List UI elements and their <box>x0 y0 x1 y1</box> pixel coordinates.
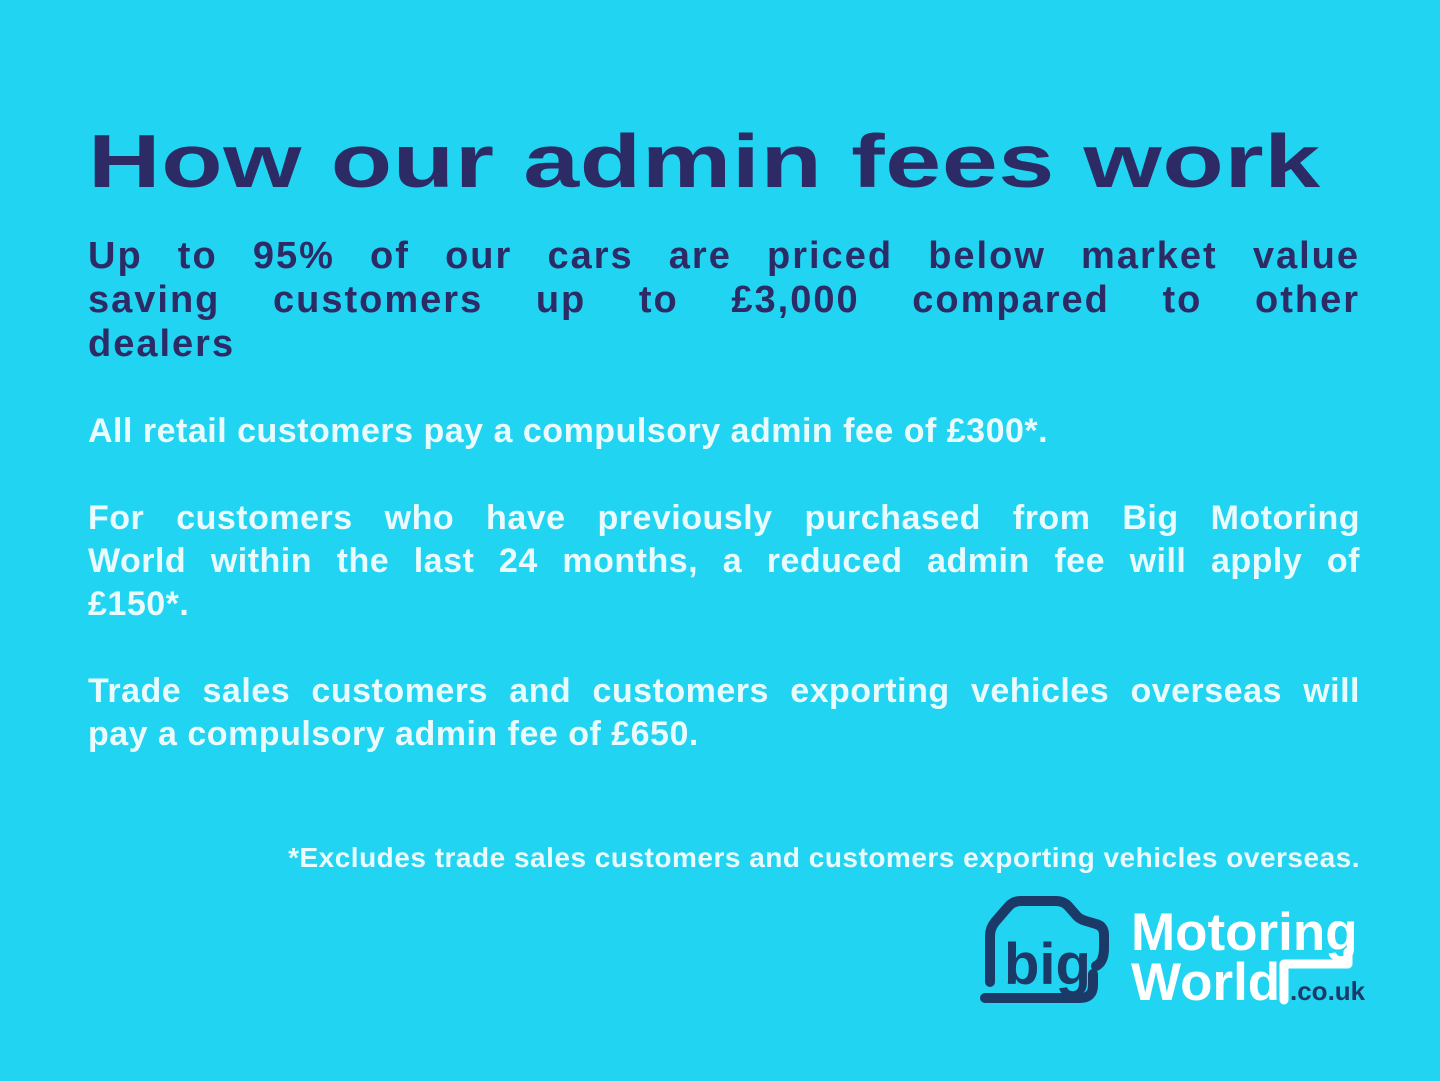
paragraph-line: All retail customers pay a compulsory admin fee of £300*. <box>88 412 1049 450</box>
logo-big-text: big <box>1004 932 1091 997</box>
paragraph-repeat-customer-fee <box>88 497 1360 626</box>
paragraph-line: £150*. <box>88 585 190 623</box>
paragraph-line: World within the last 24 months, a reduced admin fee will apply of <box>88 542 1360 580</box>
subheading <box>88 234 1360 366</box>
subheading-line: Up to 95% of our cars are priced below market value <box>88 235 1360 277</box>
brand-name-line2: World <box>1131 953 1281 1012</box>
paragraph-retail-admin-fee <box>88 410 1360 453</box>
brand-domain-suffix: .co.uk <box>1290 976 1366 1006</box>
subheading-line: saving customers up to £3,000 compared to other <box>88 279 1360 321</box>
car-outline-icon <box>980 890 1130 1018</box>
footnote: *Excludes trade sales customers and customers exporting vehicles overseas. <box>288 842 1360 873</box>
page-title: How our admin fees work <box>88 119 1321 203</box>
paragraph-line: Trade sales customers and customers exporting vehicles overseas will <box>88 672 1360 710</box>
brand-name-line1: Motoring <box>1131 903 1358 962</box>
paragraph-trade-export-fee <box>88 670 1360 756</box>
paragraph-line: For customers who have previously purchased from Big Motoring <box>88 499 1360 537</box>
subheading-line: dealers <box>88 323 236 365</box>
paragraph-line: pay a compulsory admin fee of £650. <box>88 715 699 753</box>
